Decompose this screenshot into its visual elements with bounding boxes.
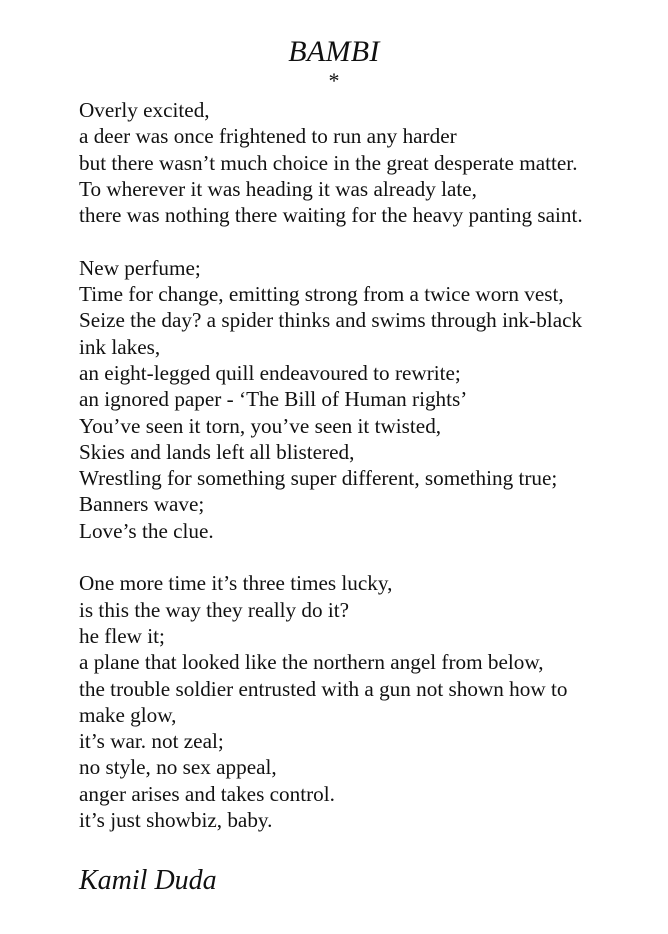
poem-line: it’s just showbiz, baby. bbox=[79, 808, 273, 833]
poem-line: Banners wave; bbox=[79, 492, 205, 517]
poem-title: BAMBI bbox=[288, 35, 380, 68]
poem-author: Kamil Duda bbox=[79, 865, 217, 896]
poem-line: You’ve seen it torn, you’ve seen it twisted, bbox=[79, 413, 442, 438]
poem-line: it’s war. not zeal; bbox=[79, 729, 224, 754]
poem-line: is this the way they really do it? bbox=[79, 597, 350, 622]
poem-line: Skies and lands left all blistered, bbox=[79, 439, 355, 464]
stanza-2 bbox=[79, 255, 659, 544]
poem-line: Seize the day? a spider thinks and swims through ink-black bbox=[79, 308, 583, 333]
poem-line: a deer was once frightened to run any harder bbox=[79, 124, 457, 149]
poem-line: Overly excited, bbox=[79, 98, 210, 122]
poem-body bbox=[79, 97, 659, 860]
poem-line: One more time it’s three times lucky, bbox=[79, 571, 393, 596]
poem-line: he flew it; bbox=[79, 623, 165, 648]
stanza-1 bbox=[79, 97, 659, 228]
title-separator: * bbox=[328, 68, 340, 93]
poem-line: no style, no sex appeal, bbox=[79, 755, 277, 780]
poem-line: the trouble soldier entrusted with a gun not shown how to bbox=[79, 676, 568, 701]
poem-line: but there wasn’t much choice in the great desperate matter. bbox=[79, 150, 578, 175]
poem-line: Love’s the clue. bbox=[79, 518, 214, 543]
poem-line: New perfume; bbox=[79, 255, 201, 280]
poem-line: a plane that looked like the northern angel from below, bbox=[79, 650, 544, 675]
poem-line: make glow, bbox=[79, 702, 177, 727]
poem-line: an ignored paper - ‘The Bill of Human rights’ bbox=[79, 387, 468, 412]
poem-line: Time for change, emitting strong from a twice worn vest, bbox=[79, 282, 564, 307]
poem-line: an eight-legged quill endeavoured to rewrite; bbox=[79, 360, 461, 385]
poem-line: Wrestling for something super different, something true; bbox=[79, 466, 558, 491]
poem-line: To wherever it was heading it was already late, bbox=[79, 176, 477, 201]
poem-line: there was nothing there waiting for the heavy panting saint. bbox=[79, 203, 583, 228]
stanza-3 bbox=[79, 570, 659, 833]
poem-line: anger arises and takes control. bbox=[79, 781, 335, 806]
poem-line: ink lakes, bbox=[79, 334, 161, 359]
